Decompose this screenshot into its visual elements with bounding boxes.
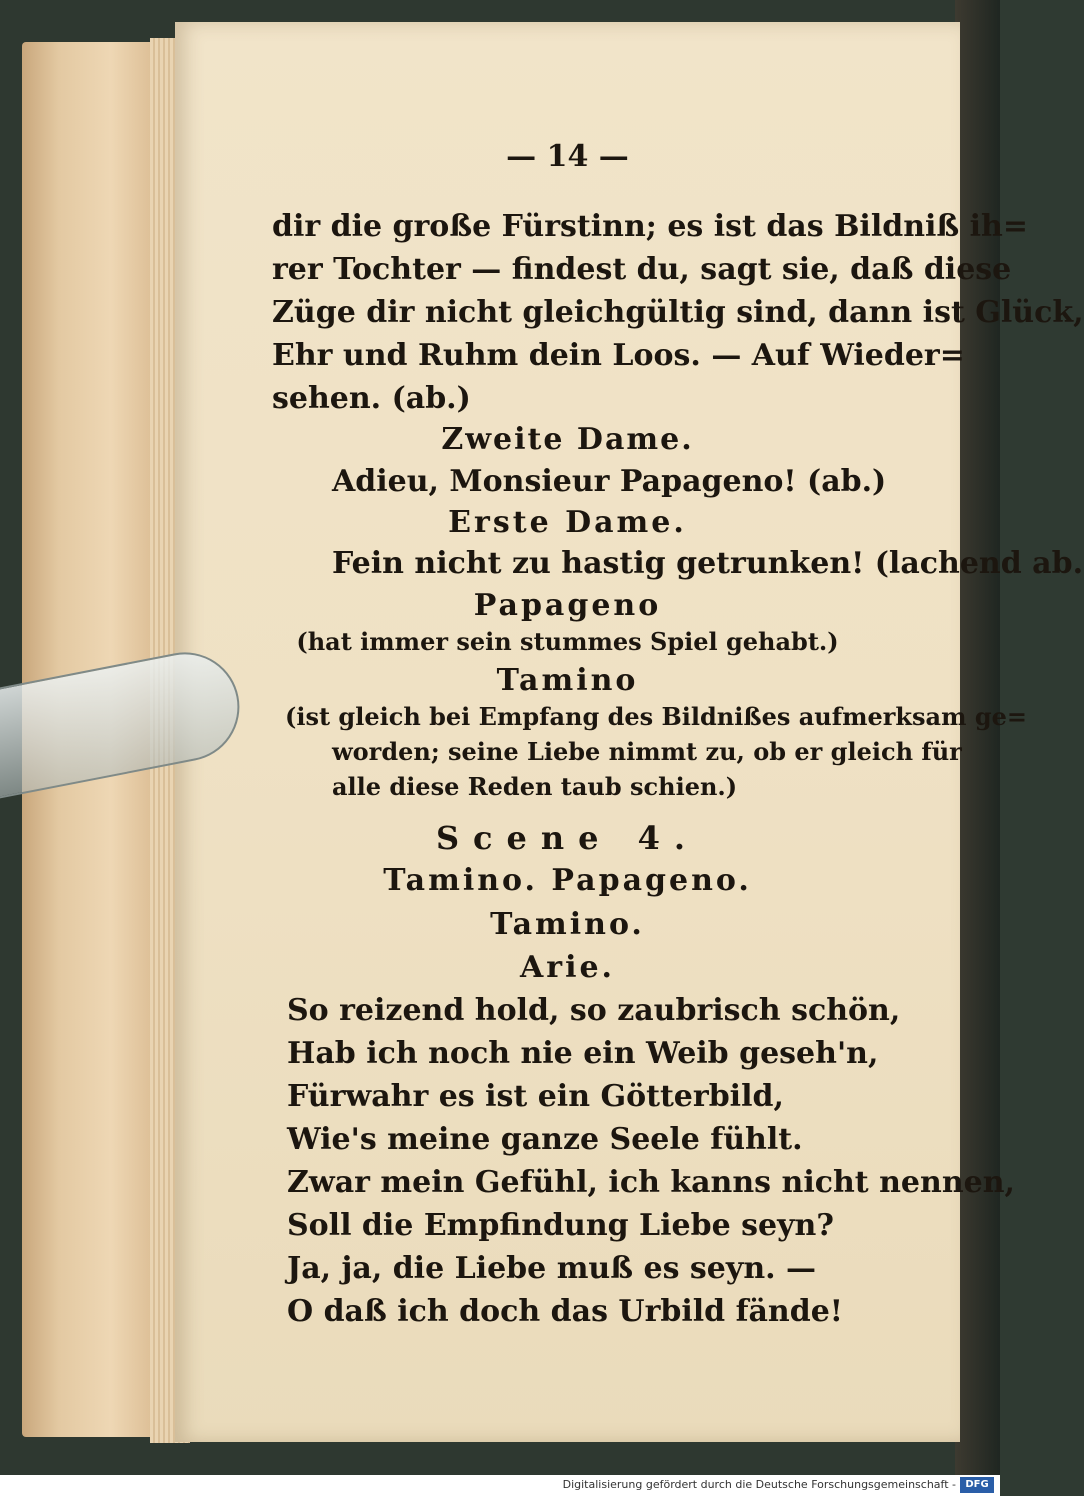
stage-direction-tamino-1: (ist gleich bei Empfang des Bildnißes aufmerksam ge= <box>285 702 1027 731</box>
speaker-zweite-dame: Zweite Dame. <box>441 422 694 457</box>
scene-heading: Scene 4. <box>435 819 700 857</box>
aria-heading: Arie. <box>519 950 615 985</box>
aria-line-4: Wie's meine ganze Seele fühlt. <box>287 1122 803 1157</box>
line-adieu: Adieu, Monsieur Papageno! (ab.) <box>332 464 887 499</box>
aria-line-1: So reizend hold, so zaubrisch schön, <box>287 993 901 1028</box>
body-line-3: Züge dir nicht gleichgültig sind, dann ist Glück, <box>272 295 1084 330</box>
page-number: — 14 — <box>506 139 629 174</box>
stage-direction-tamino-2: worden; seine Liebe nimmt zu, ob er gleich für <box>332 737 962 766</box>
speaker-tamino: Tamino <box>496 663 639 698</box>
footer-bar <box>0 1475 1000 1496</box>
aria-line-6: Soll die Empfindung Liebe seyn? <box>287 1208 834 1243</box>
body-line-4: Ehr und Ruhm dein Loos. — Auf Wieder= <box>272 338 965 373</box>
line-fein: Fein nicht zu hastig getrunken! (lachend ab. <box>332 546 1084 581</box>
scene-characters: Tamino. Papageno. <box>383 863 752 898</box>
aria-line-3: Fürwahr es ist ein Götterbild, <box>287 1079 784 1114</box>
footer-credit: Digitalisierung gefördert durch die Deutsche Forschungsgemeinschaft - <box>562 1478 956 1491</box>
dfg-logo: DFG <box>960 1477 994 1493</box>
aria-line-2: Hab ich noch nie ein Weib geseh'n, <box>287 1036 879 1071</box>
aria-line-7: Ja, ja, die Liebe muß es seyn. — <box>287 1251 817 1286</box>
speaker-erste-dame: Erste Dame. <box>448 505 687 540</box>
stage-direction-tamino-3: alle diese Reden taub schien.) <box>332 772 738 801</box>
speaker-papageno: Papageno <box>473 588 662 623</box>
body-line-5: sehen. (ab.) <box>272 381 471 416</box>
body-line-2: rer Tochter — findest du, sagt sie, daß diese <box>272 252 1012 287</box>
stage-direction-papageno: (hat immer sein stummes Spiel gehabt.) <box>296 627 839 656</box>
speaker-tamino-aria: Tamino. <box>490 907 645 942</box>
aria-line-5: Zwar mein Gefühl, ich kanns nicht nennen, <box>287 1165 1015 1200</box>
body-line-1: dir die große Fürstinn; es ist das Bildniß ih= <box>272 209 1028 244</box>
aria-line-8: O daß ich doch das Urbild fände! <box>287 1294 843 1329</box>
